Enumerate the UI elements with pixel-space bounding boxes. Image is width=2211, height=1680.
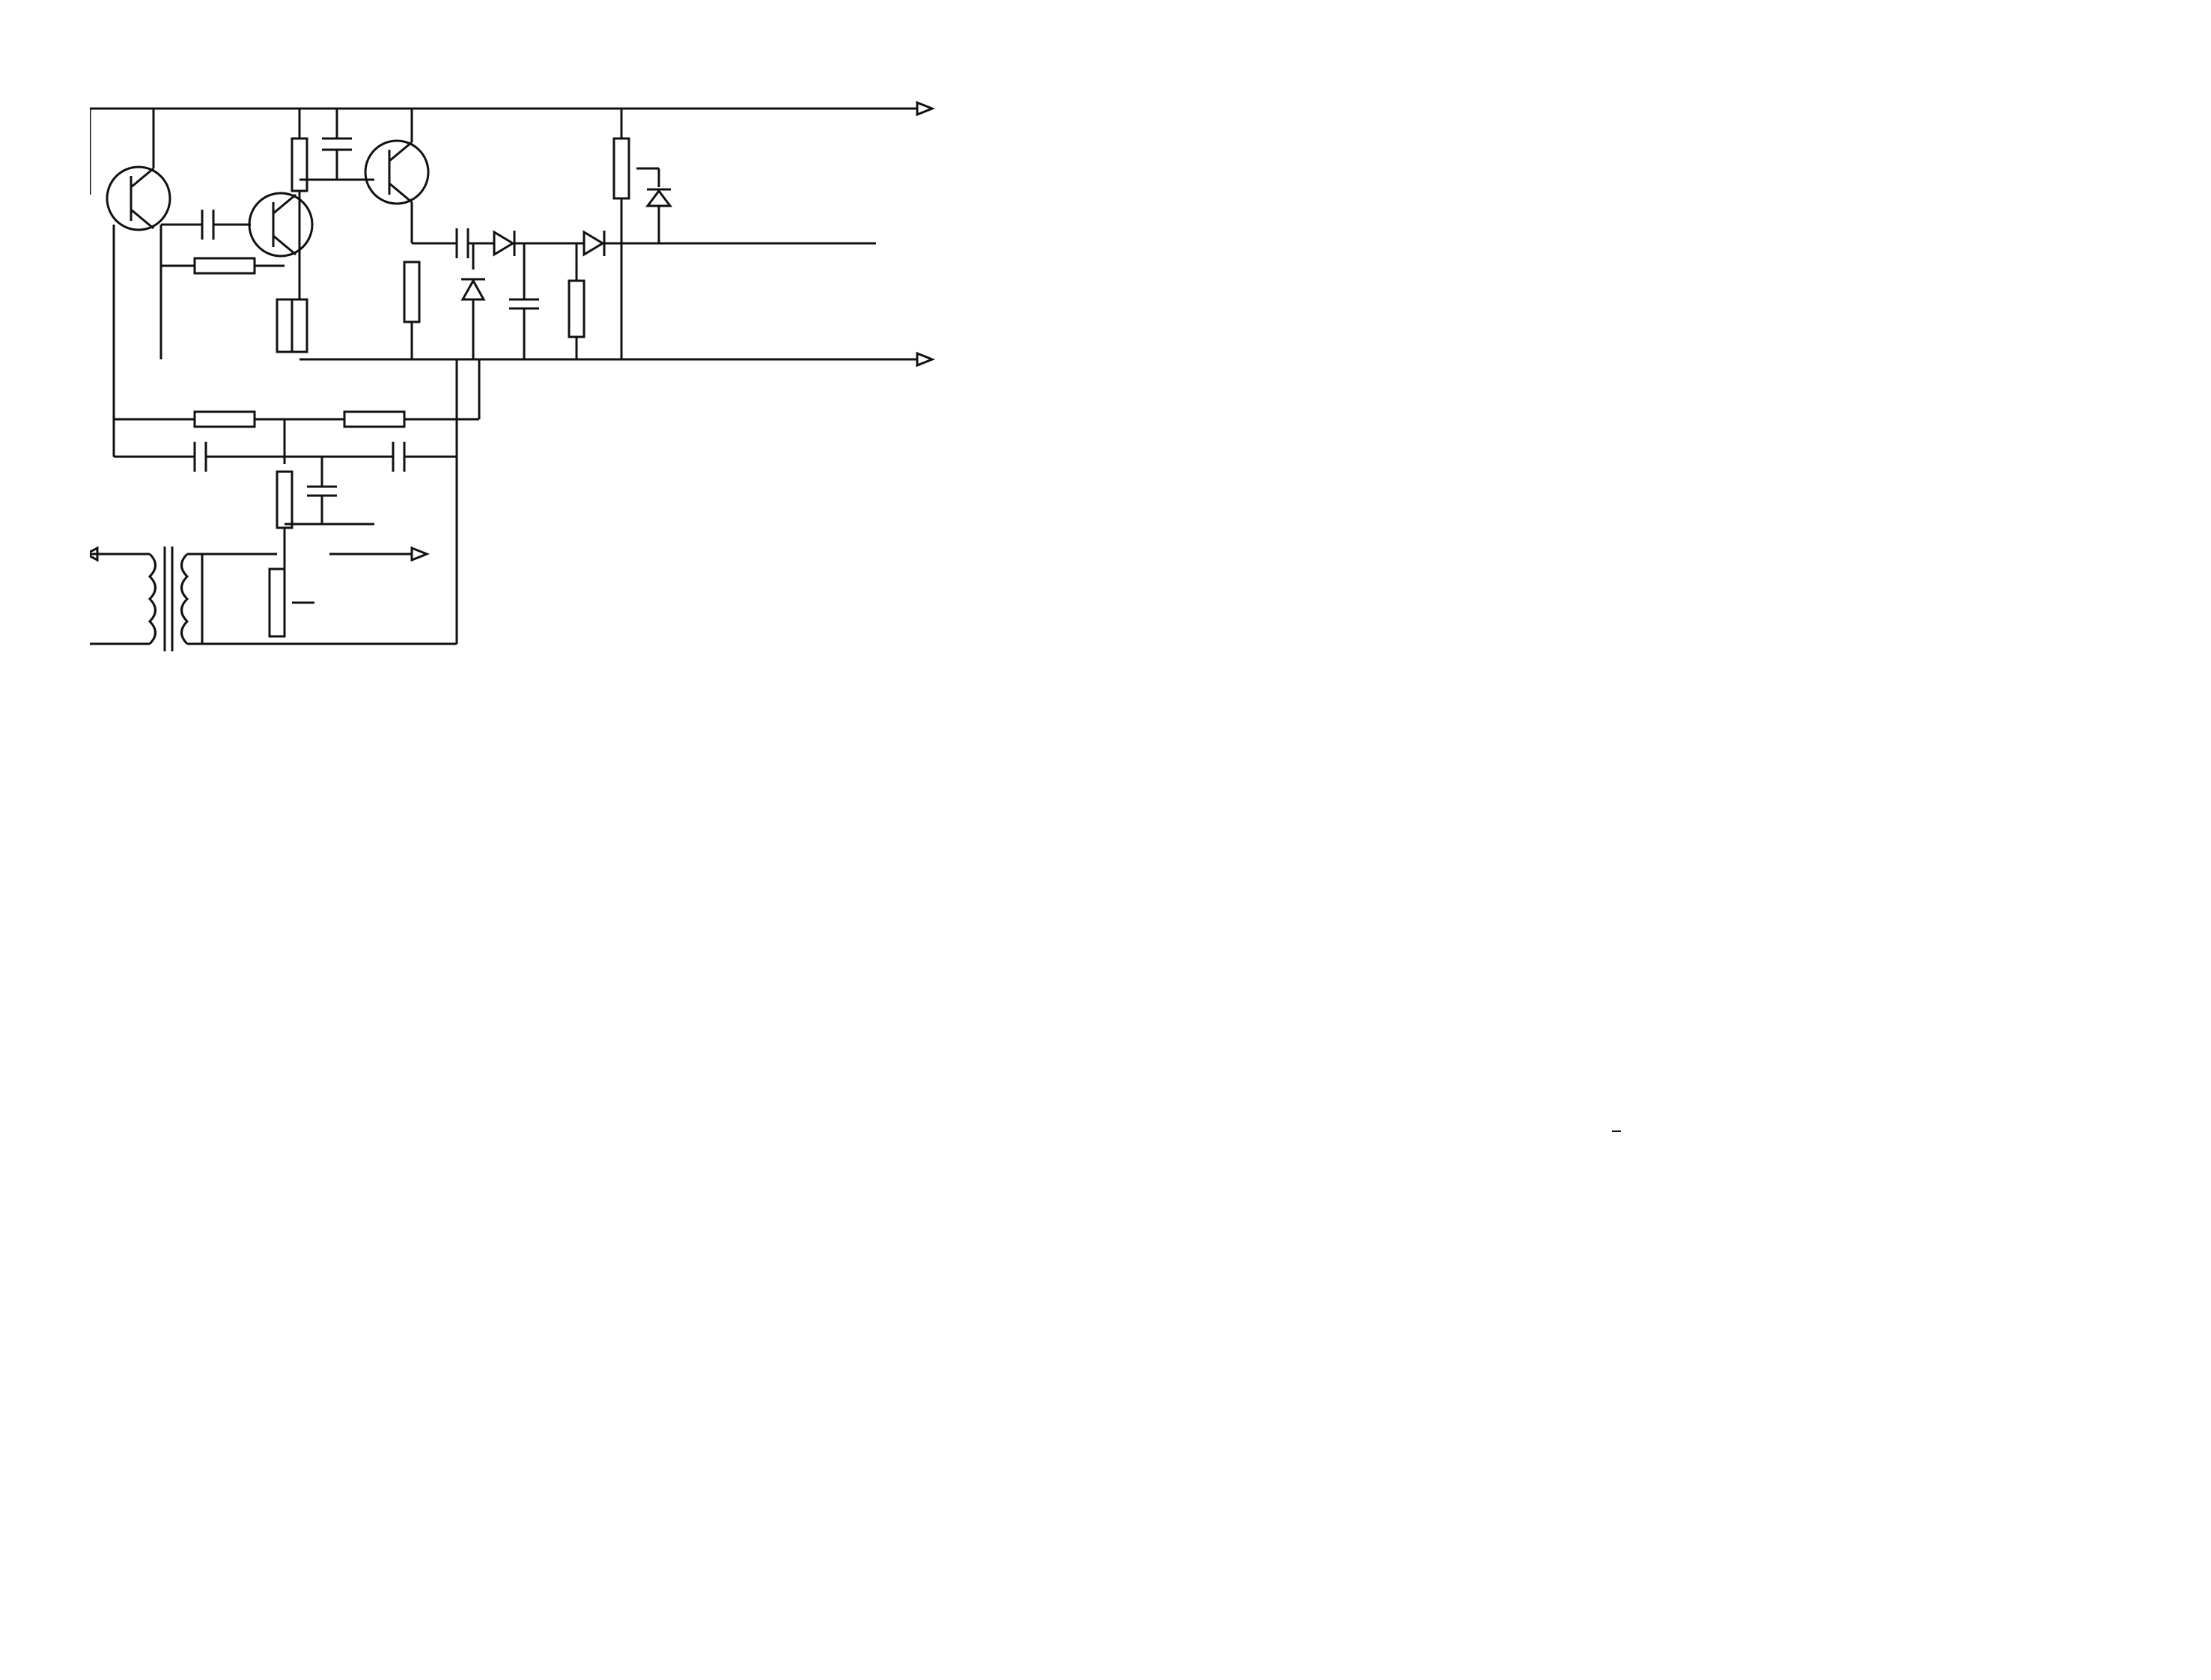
right-page bbox=[1123, 0, 2211, 1680]
left-page bbox=[0, 0, 1086, 1680]
formula-fraction bbox=[1612, 1130, 1621, 1132]
circuit-diagram-svg bbox=[90, 75, 1011, 674]
resonance-formula bbox=[1606, 1130, 1627, 1132]
formula-numerator bbox=[1612, 1130, 1621, 1132]
circuit-schematic bbox=[90, 75, 1011, 674]
